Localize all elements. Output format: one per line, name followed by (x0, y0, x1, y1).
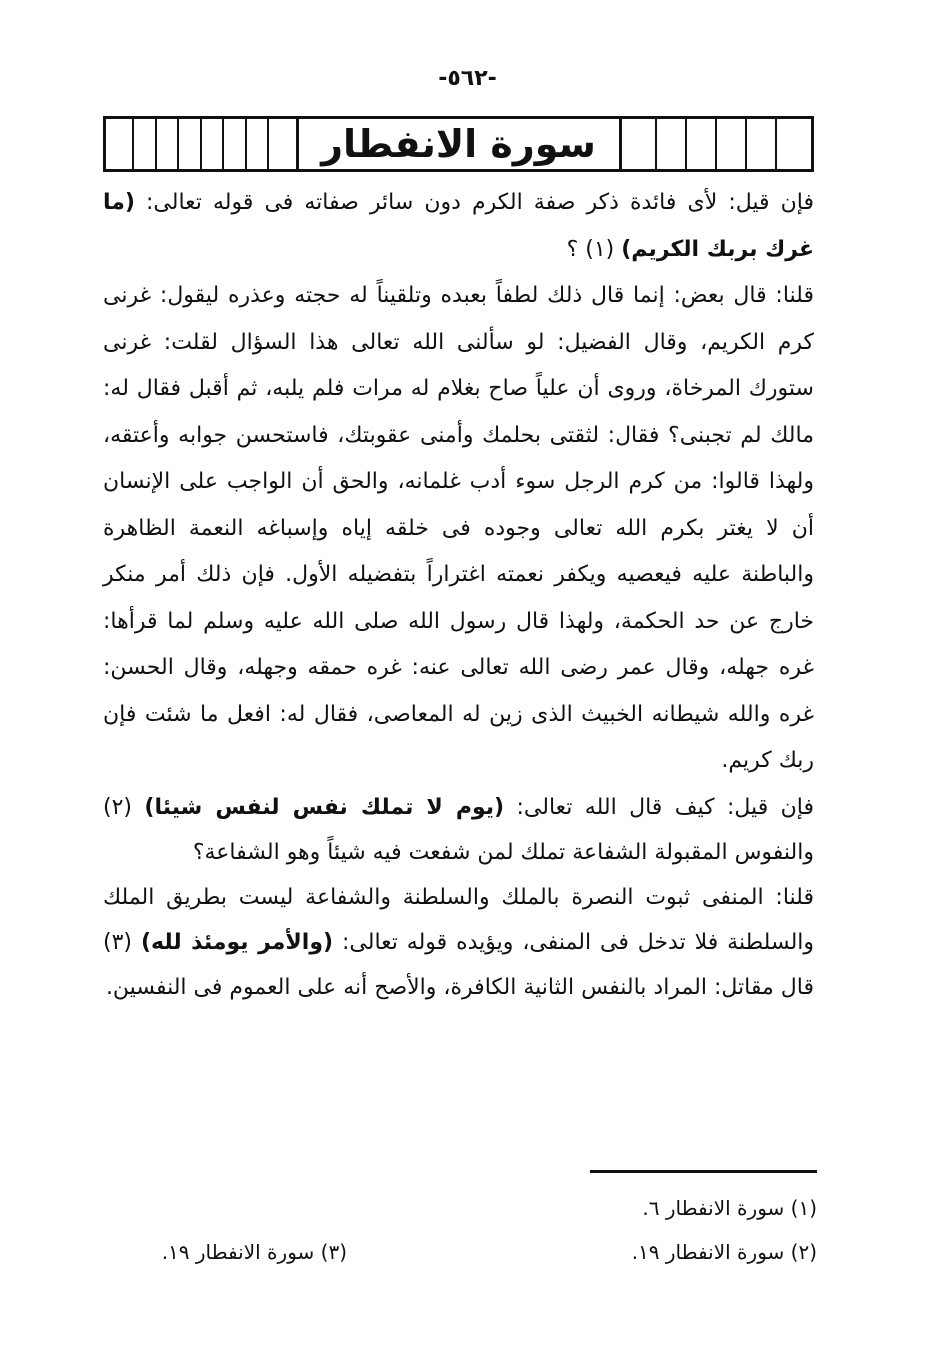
question-text: فإن قيل: كيف قال الله تعالى: (504, 794, 814, 820)
frame-bar (132, 119, 134, 169)
main-text (103, 180, 814, 1010)
quran-verse: (يوم لا تملك نفس لنفس شيئا) (144, 794, 505, 820)
decorative-bars-left (106, 119, 296, 169)
frame-bar (745, 119, 747, 169)
question-tail: (٢) والنفوس المقبولة الشفاعة تملك لمن شفعت فيه شيئاً وهو الشفاعة؟ (103, 794, 814, 865)
frame-bar (222, 119, 224, 169)
quran-verse: (والأمر يومئذ لله) (140, 929, 334, 955)
title-banner (103, 116, 814, 172)
footnote-3: (٣) سورة الانفطار ١٩. (161, 1240, 347, 1264)
question-tail: (١) ؟ (566, 236, 622, 262)
footnote-separator (590, 1170, 817, 1173)
answer-tail: (٣) قال مقاتل: المراد بالنفس الثانية الكافرة، والأصح أنه على العموم فى النفسين. (103, 929, 814, 1000)
page-number: -٥٦٢- (438, 66, 497, 91)
frame-bar (685, 119, 687, 169)
frame-bar (267, 119, 269, 169)
surah-title: سورة الانفطار (296, 119, 622, 169)
footnote-1: (١) سورة الانفطار ٦. (642, 1196, 817, 1220)
frame-bar (245, 119, 247, 169)
paragraph-question-1 (103, 180, 814, 273)
answer-text: قلنا: المنفى ثبوت النصرة بالملك والسلطنة والشفاعة ليست بطريق الملك والسلطنة فلا تدخل فى المنفى، ويؤيده قوله تعالى: (103, 884, 815, 955)
frame-bar (177, 119, 179, 169)
frame-bar (775, 119, 777, 169)
quran-verse: (ما غرك بربك الكريم) (103, 190, 814, 262)
frame-bar (715, 119, 717, 169)
frame-bar (655, 119, 657, 169)
decorative-bars-right (622, 119, 812, 169)
paragraph-answer-1 (103, 273, 814, 785)
footnote-2: (٢) سورة الانفطار ١٩. (631, 1240, 817, 1264)
paragraph-question-2 (103, 785, 814, 875)
frame-bar (155, 119, 157, 169)
paragraph-answer-2 (103, 875, 814, 1010)
question-text: فإن قيل: لأى فائدة ذكر صفة الكرم دون سائر صفاته فى قوله تعالى: (134, 190, 814, 215)
frame-bar (200, 119, 202, 169)
answer-text: قلنا: قال بعض: إنما قال ذلك لطفاً بعبده وتلقيناً له حجته وعذره ليقول: غرنى كرم الكريم، وقال الفضيل: لو سألنى الله تعالى هذا السؤال لقلت: غرنى ستورك المرخاة، وروى أن علياً صاح بغلام له مرات فلم يلبه، ثم أقبل فقال له: مالك لم تجبنى؟ فقال: لثقتى بحلمك وأمنى عقوبتك، فاستحسن جوابه وأعتقه، ولهذا قالوا: من كرم الرجل سوء أدب غلمانه، والحق أن الواجب على الإنسان أن لا يغتر بكرم الله تعالى وجوده فى خلقه إياه وإسباغه النعمة الظاهرة والباطنة عليه فيعصيه ويكفر نعمته اغتراراً بتفضيله الأول. فإن ذلك أمر منكر خارج عن حد الحكمة، ولهذا قال رسول الله صلى الله عليه وسلم لما قرأها: غره جهله، وقال عمر رضى الله تعالى عنه: غره حمقه وجهله، وقال الحسن: غره والله شيطانه الخبيث الذى زين له المعاصى، فقال له: افعل ما شئت فإن ربك كريم. (103, 283, 814, 773)
